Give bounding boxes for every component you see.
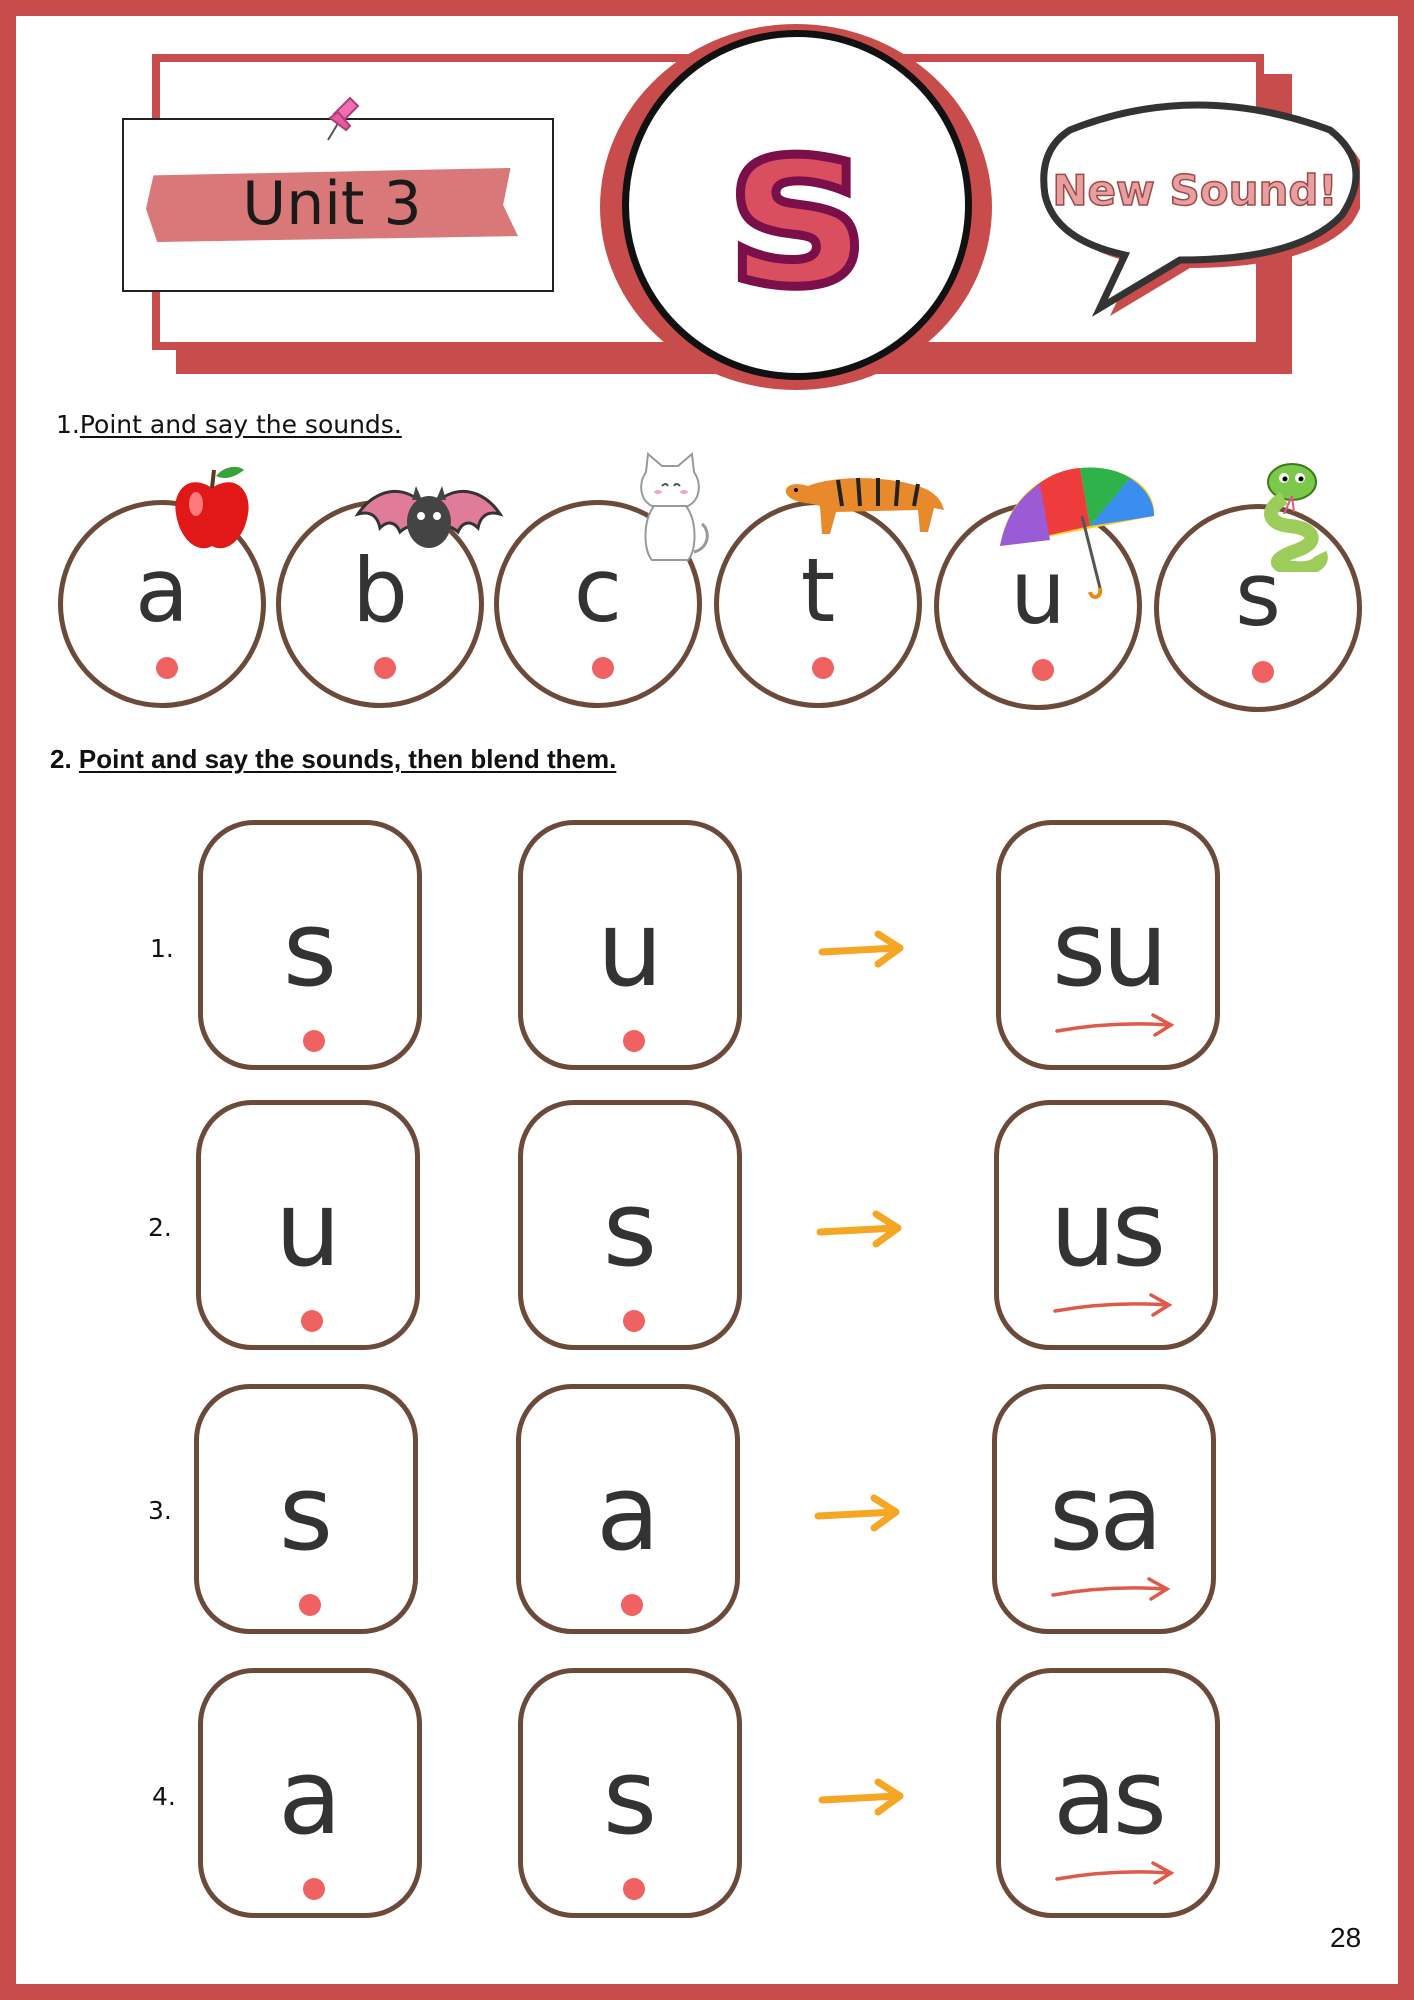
blend-arrow-icon: [818, 930, 908, 970]
blended-word: us: [1049, 1168, 1163, 1290]
row-number: 3.: [148, 1496, 172, 1525]
reading-arrow-icon: [1049, 1575, 1173, 1605]
row-number: 4.: [152, 1782, 176, 1811]
result-card[interactable]: [996, 820, 1220, 1070]
sound-dot: [812, 657, 834, 679]
sound-card[interactable]: [198, 1668, 422, 1918]
card-letter: s: [602, 1168, 658, 1290]
sound-card[interactable]: [518, 1100, 742, 1350]
sound-letter: a: [135, 539, 189, 642]
result-card[interactable]: [992, 1384, 1216, 1634]
tiger-icon: [778, 466, 950, 536]
section1-heading: [56, 410, 402, 439]
section1-number: 1.: [56, 410, 80, 439]
blended-word: as: [1053, 1736, 1163, 1858]
sound-dot: [621, 1594, 643, 1616]
reading-arrow-icon: [1051, 1291, 1175, 1321]
card-letter: u: [275, 1168, 341, 1290]
sound-letter: b: [352, 539, 408, 642]
sound-letter: s: [1235, 543, 1281, 646]
card-letter: s: [282, 888, 338, 1010]
blend-arrow-icon: [818, 1778, 908, 1818]
sound-dot: [303, 1030, 325, 1052]
sound-card[interactable]: [518, 820, 742, 1070]
section2-heading: [50, 744, 616, 775]
row-number: 1.: [150, 934, 174, 963]
sound-card[interactable]: [198, 820, 422, 1070]
sound-dot: [623, 1310, 645, 1332]
sound-letter: c: [573, 539, 623, 642]
sound-dot: [623, 1878, 645, 1900]
featured-letter: s: [728, 71, 866, 338]
blended-word: su: [1051, 888, 1165, 1010]
blended-word: sa: [1049, 1452, 1159, 1574]
sound-dot: [303, 1878, 325, 1900]
card-letter: a: [596, 1452, 660, 1574]
blend-arrow-icon: [814, 1494, 904, 1534]
sound-dot: [156, 657, 178, 679]
sound-card[interactable]: [194, 1384, 418, 1634]
row-number: 2.: [148, 1213, 172, 1242]
sound-dot: [1032, 659, 1054, 681]
section1-title: Point and say the sounds.: [79, 410, 402, 439]
sound-letter: u: [1010, 541, 1066, 644]
sound-dot: [1252, 661, 1274, 683]
unit-label: Unit 3: [242, 169, 422, 239]
bubble-text: New Sound!: [1052, 165, 1338, 215]
result-card[interactable]: [996, 1668, 1220, 1918]
card-letter: s: [602, 1736, 658, 1858]
sound-letter: t: [800, 539, 836, 642]
sound-dot: [301, 1310, 323, 1332]
snake-icon: [1254, 462, 1330, 572]
card-letter: u: [597, 888, 663, 1010]
umbrella-icon: [990, 456, 1160, 602]
blend-arrow-icon: [816, 1210, 906, 1250]
apple-icon: [170, 462, 254, 554]
sound-dot: [592, 657, 614, 679]
reading-arrow-icon: [1053, 1859, 1177, 1889]
reading-arrow-icon: [1053, 1011, 1177, 1041]
sound-dot: [374, 657, 396, 679]
pushpin-icon: [320, 92, 360, 144]
sound-card[interactable]: [518, 1668, 742, 1918]
cat-icon: [628, 452, 712, 564]
sound-dot: [623, 1030, 645, 1052]
result-card[interactable]: [994, 1100, 1218, 1350]
page-number: 28: [1330, 1922, 1362, 1953]
sound-card[interactable]: [196, 1100, 420, 1350]
card-letter: s: [278, 1452, 334, 1574]
section2-number: 2.: [50, 744, 72, 774]
bat-icon: [354, 470, 504, 556]
section2-title: Point and say the sounds, then blend them.: [78, 744, 617, 774]
card-letter: a: [278, 1736, 342, 1858]
sound-card[interactable]: [516, 1384, 740, 1634]
sound-dot: [299, 1594, 321, 1616]
